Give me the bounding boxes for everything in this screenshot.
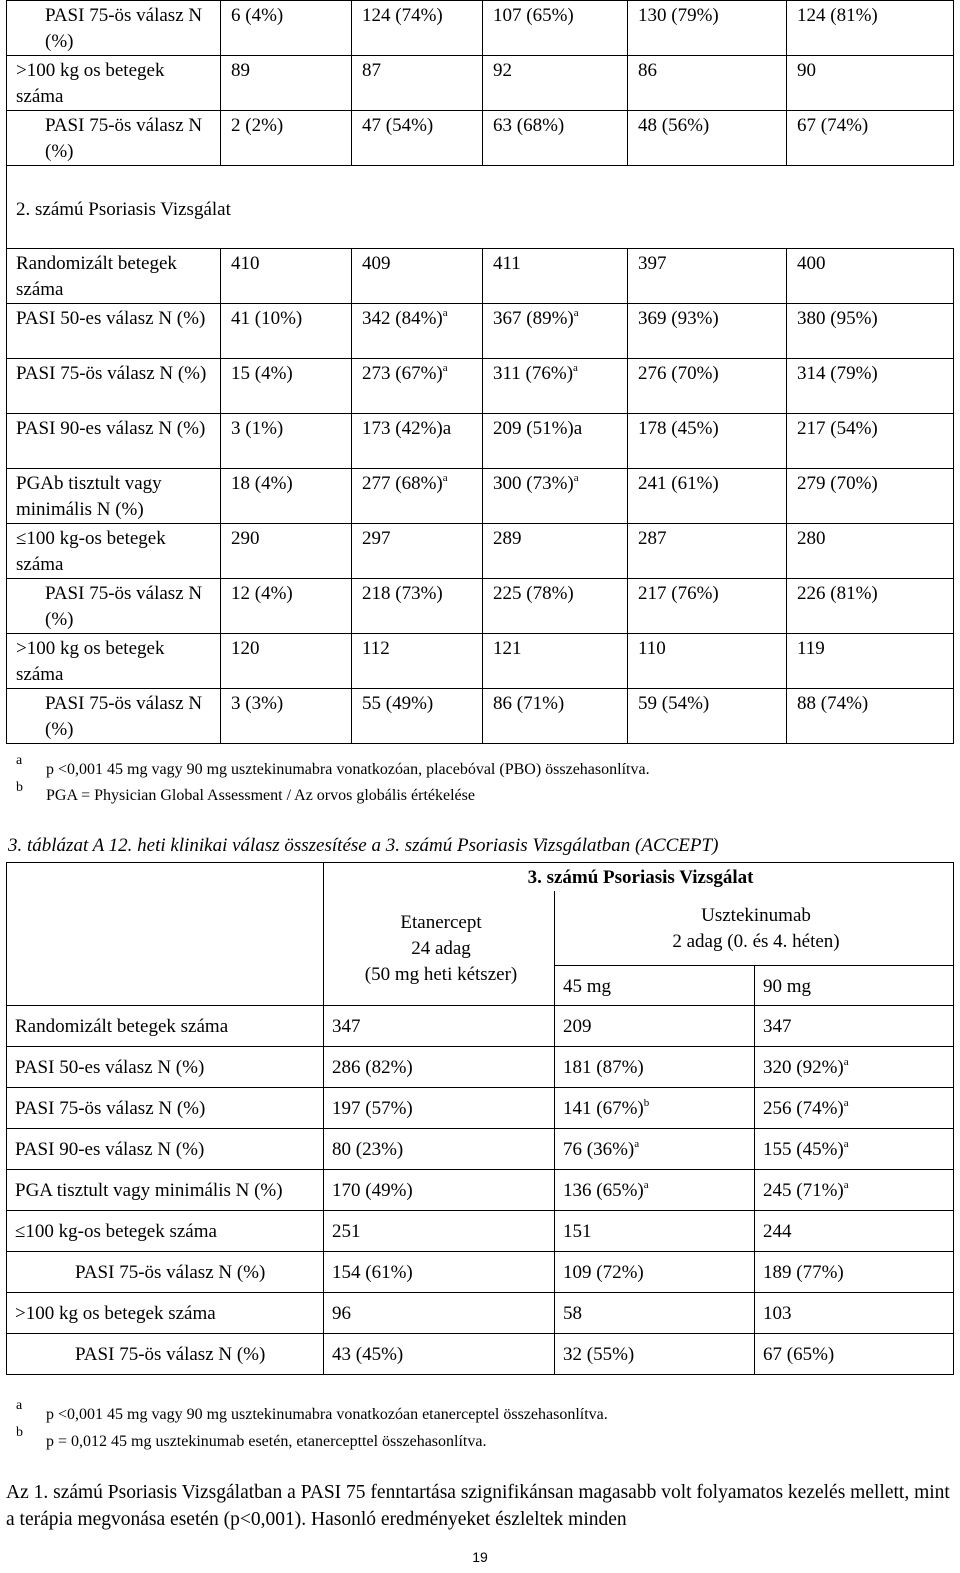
cell-value: 218 (73%) (362, 583, 443, 604)
cell-value: 409 (362, 253, 391, 274)
value-cell (221, 689, 352, 744)
value-cell (221, 304, 352, 359)
page-number: 19 (472, 1549, 488, 1565)
cell-value: 286 (82%) (332, 1057, 413, 1079)
cell-value: 109 (72%) (563, 1262, 644, 1284)
cell-value: 217 (54%) (797, 418, 878, 439)
value-cell (221, 56, 352, 111)
value-cell (787, 579, 954, 634)
table-row (7, 111, 954, 166)
footnote-ref: a (643, 1178, 649, 1191)
section-title: 2. számú Psoriasis Vizsgálat (7, 166, 954, 249)
value-cell (555, 1047, 755, 1088)
cell-value: 280 (797, 528, 826, 549)
cell-value: 251 (332, 1221, 361, 1243)
cell-value: 87 (362, 60, 381, 81)
footnote-ref: a (573, 306, 579, 319)
row-label: >100 kg os betegek száma (7, 56, 221, 111)
value-cell (324, 1211, 555, 1252)
value-cell (787, 414, 954, 469)
value-cell (628, 249, 787, 304)
row-label: Randomizált betegek száma (7, 1006, 324, 1047)
value-cell (221, 1, 352, 56)
row-label: PASI 50-es válasz N (%) (7, 1047, 324, 1088)
footnote-ref: a (843, 1178, 849, 1191)
value-cell (555, 1211, 755, 1252)
cell-value: 136 (65%) (563, 1180, 644, 1202)
table-row (7, 1047, 954, 1088)
cell-value: 197 (57%) (332, 1098, 413, 1120)
footnote-ref: a (843, 1096, 849, 1109)
table-row (7, 56, 954, 111)
results-table-study-2 (6, 0, 954, 744)
value-cell (628, 56, 787, 111)
value-cell (483, 524, 628, 579)
value-cell (483, 249, 628, 304)
cell-value: 55 (49%) (362, 693, 434, 714)
value-cell (628, 524, 787, 579)
cell-value: 297 (362, 528, 391, 549)
row-label: PASI 75-ös válasz N (%) (7, 111, 221, 166)
value-cell (483, 359, 628, 414)
etanercept-doses: 24 adag (411, 938, 471, 960)
cell-value: 18 (4%) (231, 473, 293, 494)
cell-value: 67 (74%) (797, 115, 869, 136)
cell-value: 59 (54%) (638, 693, 710, 714)
table-row (7, 1293, 954, 1334)
footnote-text: p = 0,012 45 mg usztekinumab esetén, etanercepttel összehasonlítva. (46, 1433, 487, 1450)
value-cell (221, 249, 352, 304)
value-cell (483, 304, 628, 359)
footnote-text: p <0,001 45 mg vagy 90 mg usztekinumabra vonatkozóan, placebóval (PBO) összehasonlítva. (46, 761, 650, 778)
results-table-accept (6, 862, 954, 1375)
value-cell (483, 1, 628, 56)
value-cell (628, 111, 787, 166)
value-cell (221, 469, 352, 524)
value-cell (787, 634, 954, 689)
value-cell (628, 359, 787, 414)
etanercept-name: Etanercept (400, 912, 482, 934)
value-cell (483, 634, 628, 689)
row-label: PASI 75-ös válasz N (%) (7, 1088, 324, 1129)
table-row (7, 304, 954, 359)
cell-value: 400 (797, 253, 826, 274)
header-empty-cell (7, 863, 324, 1006)
ustekinumab-header (555, 891, 954, 966)
table-row (7, 469, 954, 524)
value-cell (755, 1252, 954, 1293)
cell-value: 6 (4%) (231, 5, 284, 26)
value-cell (221, 634, 352, 689)
value-cell (555, 1293, 755, 1334)
value-cell (324, 1334, 555, 1375)
value-cell (787, 249, 954, 304)
table-row (7, 1334, 954, 1375)
cell-value: 67 (65%) (763, 1344, 835, 1366)
cell-value: 112 (362, 638, 390, 659)
value-cell (483, 579, 628, 634)
ustekinumab-regimen: 2 adag (0. és 4. héten) (672, 930, 840, 952)
cell-value: 119 (797, 638, 825, 659)
footnote-ref: a (573, 471, 579, 484)
value-cell (787, 111, 954, 166)
cell-value: 130 (79%) (638, 5, 719, 26)
value-cell (787, 1, 954, 56)
footnote-ref: a (634, 1137, 640, 1150)
value-cell (352, 56, 483, 111)
cell-value: 86 (71%) (493, 693, 565, 714)
cell-value: 32 (55%) (563, 1344, 635, 1366)
cell-value: 173 (42%)a (362, 418, 452, 439)
cell-value: 289 (493, 528, 522, 549)
row-label: PASI 90-es válasz N (%) (7, 1129, 324, 1170)
cell-value: 226 (81%) (797, 583, 878, 604)
value-cell (628, 304, 787, 359)
table-row (7, 1, 954, 56)
value-cell (628, 634, 787, 689)
row-label: PASI 75-ös válasz N (%) (7, 689, 221, 744)
cell-value: 244 (763, 1221, 792, 1243)
value-cell (555, 1129, 755, 1170)
cell-value: 342 (84%) (362, 308, 443, 329)
cell-value: 47 (54%) (362, 115, 434, 136)
cell-value: 277 (68%) (362, 473, 443, 494)
value-cell (324, 1170, 555, 1211)
value-cell (352, 249, 483, 304)
cell-value: 141 (67%) (563, 1098, 644, 1120)
value-cell (787, 359, 954, 414)
cell-value: 3 (1%) (231, 418, 284, 439)
dose-90-header: 90 mg (755, 966, 954, 1006)
cell-value: 92 (493, 60, 512, 81)
cell-value: 245 (71%) (763, 1180, 844, 1202)
cell-value: 121 (493, 638, 522, 659)
value-cell (755, 1293, 954, 1334)
footnote-ref: a (442, 361, 448, 374)
cell-value: 15 (4%) (231, 363, 293, 384)
value-cell (755, 1047, 954, 1088)
cell-value: 110 (638, 638, 666, 659)
cell-value: 189 (77%) (763, 1262, 844, 1284)
value-cell (755, 1129, 954, 1170)
cell-value: 151 (563, 1221, 592, 1243)
value-cell (787, 56, 954, 111)
cell-value: 90 (797, 60, 816, 81)
row-label: PASI 90-es válasz N (%) (7, 414, 221, 469)
row-label: PGA tisztult vagy minimális N (%) (7, 1170, 324, 1211)
cell-value: 80 (23%) (332, 1139, 404, 1161)
value-cell (483, 689, 628, 744)
row-label: ≤100 kg-os betegek száma (7, 524, 221, 579)
table-row (7, 414, 954, 469)
ustekinumab-name: Usztekinumab (701, 905, 811, 927)
cell-value: 120 (231, 638, 260, 659)
value-cell (352, 689, 483, 744)
value-cell (352, 469, 483, 524)
cell-value: 41 (10%) (231, 308, 303, 329)
table-row (7, 1006, 954, 1047)
footnote-ref: a (442, 471, 448, 484)
cell-value: 96 (332, 1303, 351, 1325)
cell-value: 273 (67%) (362, 363, 443, 384)
cell-value: 103 (763, 1303, 792, 1325)
cell-value: 89 (231, 60, 250, 81)
cell-value: 397 (638, 253, 667, 274)
cell-value: 225 (78%) (493, 583, 574, 604)
value-cell (324, 1088, 555, 1129)
value-cell (483, 56, 628, 111)
etanercept-header (324, 891, 555, 1006)
table-row (7, 1252, 954, 1293)
cell-value: 411 (493, 253, 521, 274)
value-cell (324, 1293, 555, 1334)
value-cell (628, 469, 787, 524)
cell-value: 367 (89%) (493, 308, 574, 329)
value-cell (628, 414, 787, 469)
dose-45-header: 45 mg (555, 966, 755, 1006)
row-label: Randomizált betegek száma (7, 249, 221, 304)
footnote-ref: a (573, 361, 578, 374)
cell-value: 209 (51%)a (493, 418, 583, 439)
cell-value: 311 (76%) (493, 363, 574, 384)
table-row (7, 1211, 954, 1252)
cell-value: 107 (65%) (493, 5, 574, 26)
row-label: >100 kg os betegek száma (7, 634, 221, 689)
etanercept-regimen: (50 mg heti kétszer) (364, 963, 518, 985)
cell-value: 178 (45%) (638, 418, 719, 439)
row-label: PASI 75-ös válasz N (%) (7, 579, 221, 634)
value-cell (352, 1, 483, 56)
value-cell (628, 689, 787, 744)
value-cell (352, 524, 483, 579)
value-cell (352, 111, 483, 166)
cell-value: 124 (74%) (362, 5, 443, 26)
cell-value: 2 (2%) (231, 115, 284, 136)
cell-value: 290 (231, 528, 260, 549)
value-cell (324, 1047, 555, 1088)
cell-value: 320 (92%) (763, 1057, 844, 1079)
value-cell (324, 1129, 555, 1170)
cell-value: 58 (563, 1303, 582, 1325)
table-row (7, 1170, 954, 1211)
value-cell (787, 469, 954, 524)
cell-value: 380 (95%) (797, 308, 878, 329)
value-cell (787, 524, 954, 579)
value-cell (555, 1252, 755, 1293)
value-cell (352, 414, 483, 469)
table-row (7, 689, 954, 744)
cell-value: 287 (638, 528, 667, 549)
row-label: PASI 75-ös válasz N (%) (7, 1252, 324, 1293)
cell-value: 347 (763, 1016, 792, 1038)
value-cell (352, 304, 483, 359)
value-cell (555, 1088, 755, 1129)
cell-value: 48 (56%) (638, 115, 710, 136)
footnote-text: PGA = Physician Global Assessment / Az orvos globális értékelése (46, 787, 475, 804)
value-cell (221, 359, 352, 414)
table-row (7, 359, 954, 414)
cell-value: 369 (93%) (638, 308, 719, 329)
value-cell (352, 634, 483, 689)
study-header: 3. számú Psoriasis Vizsgálat (324, 863, 954, 891)
cell-value: 43 (45%) (332, 1344, 404, 1366)
cell-value: 279 (70%) (797, 473, 878, 494)
value-cell (221, 414, 352, 469)
table-row (7, 634, 954, 689)
cell-value: 217 (76%) (638, 583, 719, 604)
cell-value: 314 (79%) (797, 363, 878, 384)
value-cell (352, 359, 483, 414)
value-cell (555, 1006, 755, 1047)
cell-value: 410 (231, 253, 260, 274)
footnote-mark: a (16, 753, 23, 768)
row-label: PASI 75-ös válasz N (%) (7, 1334, 324, 1375)
value-cell (483, 469, 628, 524)
value-cell (483, 111, 628, 166)
row-label: >100 kg os betegek száma (7, 1293, 324, 1334)
cell-value: 347 (332, 1016, 361, 1038)
value-cell (628, 579, 787, 634)
cell-value: 209 (563, 1016, 592, 1038)
cell-value: 3 (3%) (231, 693, 284, 714)
cell-value: 63 (68%) (493, 115, 565, 136)
cell-value: 241 (61%) (638, 473, 719, 494)
value-cell (352, 579, 483, 634)
cell-value: 88 (74%) (797, 693, 869, 714)
value-cell (755, 1334, 954, 1375)
value-cell (221, 579, 352, 634)
value-cell (221, 111, 352, 166)
value-cell (555, 1170, 755, 1211)
footnote-ref: a (442, 306, 448, 319)
table-row (7, 1088, 954, 1129)
cell-value: 76 (36%) (563, 1139, 635, 1161)
footnote-mark: b (16, 780, 23, 795)
footnote-ref: a (843, 1137, 849, 1150)
row-label: PASI 50-es válasz N (%) (7, 304, 221, 359)
row-label: PASI 75-ös válasz N (%) (7, 359, 221, 414)
value-cell (755, 1211, 954, 1252)
footnote-text: p <0,001 45 mg vagy 90 mg usztekinumabra vonatkozóan etanerceptel összehasonlítva. (46, 1406, 608, 1423)
body-paragraph: Az 1. számú Psoriasis Vizsgálatban a PASI 75 fenntartása szignifikánsan magasabb volt folyamatos kezelés mellett, mint a terápia megvonása esetén (p<0,001). Hasonló eredményeket észleltek minden (6, 1482, 950, 1530)
footnote-ref: a (843, 1055, 849, 1068)
cell-value: 276 (70%) (638, 363, 719, 384)
table-row (7, 524, 954, 579)
value-cell (755, 1170, 954, 1211)
cell-value: 170 (49%) (332, 1180, 413, 1202)
value-cell (755, 1088, 954, 1129)
section-row (7, 166, 954, 249)
value-cell (755, 1006, 954, 1047)
cell-value: 12 (4%) (231, 583, 293, 604)
cell-value: 154 (61%) (332, 1262, 413, 1284)
value-cell (221, 524, 352, 579)
cell-value: 86 (638, 60, 657, 81)
cell-value: 300 (73%) (493, 473, 574, 494)
footnote-ref: b (643, 1096, 650, 1109)
table-row (7, 579, 954, 634)
row-label: PASI 75-ös válasz N (%) (7, 1, 221, 56)
row-label: PGAb tisztult vagy minimális N (%) (7, 469, 221, 524)
value-cell (787, 304, 954, 359)
table-row (7, 1129, 954, 1170)
value-cell (787, 689, 954, 744)
row-label: ≤100 kg-os betegek száma (7, 1211, 324, 1252)
cell-value: 256 (74%) (763, 1098, 844, 1120)
cell-value: 155 (45%) (763, 1139, 844, 1161)
value-cell (483, 414, 628, 469)
cell-value: 181 (87%) (563, 1057, 644, 1079)
footnote-mark: a (16, 1398, 23, 1413)
value-cell (555, 1334, 755, 1375)
value-cell (628, 1, 787, 56)
footnote-mark: b (16, 1425, 23, 1440)
table-row (7, 249, 954, 304)
value-cell (324, 1252, 555, 1293)
value-cell (324, 1006, 555, 1047)
table-caption: 3. táblázat A 12. heti klinikai válasz összesítése a 3. számú Psoriasis Vizsgálatban (ACCEPT) (8, 835, 719, 856)
cell-value: 124 (81%) (797, 5, 878, 26)
